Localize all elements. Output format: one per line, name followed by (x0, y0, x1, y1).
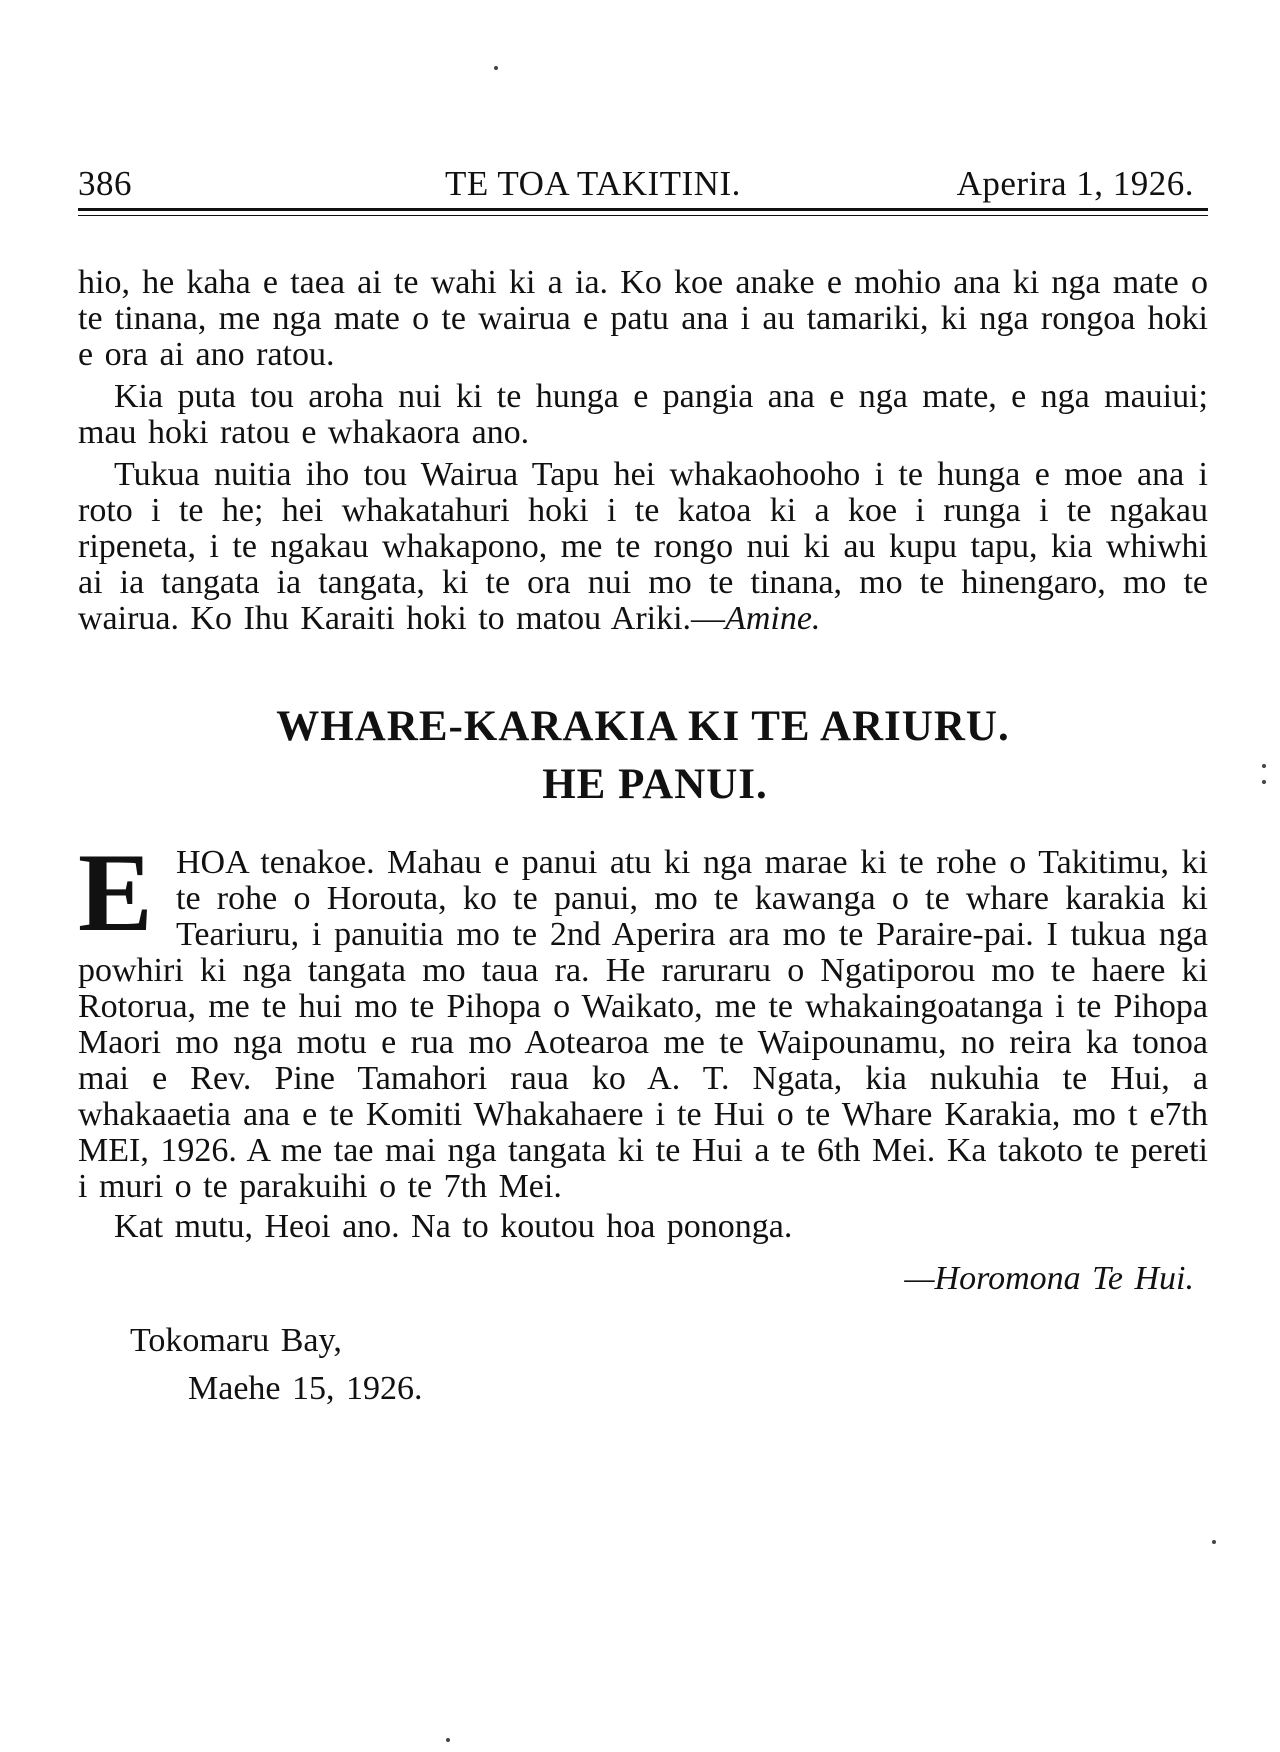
notice-section (78, 831, 1208, 1413)
prayer-paragraph-text: Tukua nuitia iho tou Wairua Tapu hei whakaohooho i te hunga e moe ana i roto i te he; hei whakatahuri hoki i te katoa ki a koe i runga i te ngakau ripeneta, i te ngakau whakapono, me te rongo nui ki au kupu tapu, kia whiwhi ai ia tangata ia tangata, ki te ora nui mo te tinana, mo te hinengaro, mo te wairua. Ko Ihu Karaiti hoki to matou Ariki.— (78, 456, 1208, 637)
drop-cap: E (78, 831, 153, 955)
header-rule (78, 208, 1208, 216)
notice-closing: Kat mutu, Heoi ano. Na to koutou hoa pononga. (114, 1208, 793, 1245)
page-number: 386 (78, 164, 132, 203)
prayer-paragraph: Kia puta tou aroha nui ki te hunga e pangia ana e nga mate, e nga mauiui; mau hoki ratou e whakaora ano. (78, 378, 1208, 451)
speck-mark (1262, 764, 1266, 768)
place-and-date (130, 1317, 1208, 1413)
notice-heading: WHARE-KARAKIA KI TE ARIURU. (276, 703, 1010, 750)
date-line: Maehe 15, 1926. (188, 1370, 423, 1407)
speck-mark (1212, 1540, 1216, 1544)
running-header (78, 150, 1208, 206)
notice-subheading: HE PANUI. (542, 761, 768, 808)
signature: —Horomona Te Hui. (904, 1260, 1194, 1297)
prayer-paragraph (78, 457, 1208, 637)
place-line: Tokomaru Bay, (130, 1322, 342, 1359)
notice-body: HOA tenakoe. Mahau e panui atu ki nga marae ki te rohe o Takitimu, ki te rohe o Horouta, ko te panui, mo te kawanga o te whare karakia ki Teariuru, i panuitia mo te 2nd Aperira ara mo te Paraire-pai. I tukua nga powhiri ki nga tangata mo taua ra. He raruraru o Ngatiporou mo te haere ki Rotorua, me te hui mo te Pihopa o Waikato, me te whakaingoatanga i te Pihopa Maori mo nga motu e rua mo Aotearoa me te Waipounamu, no reira ka tonoa mai e Rev. Pine Tamahori raua ko A. T. Ngata, kia nukuhia te Hui, a whakaaetia ana e te Komiti Whakahaere i te Hui o te Whare Karakia, mo t e7th MEI, 1926. A me tae mai nga tangata ki te Hui a te 6th Mei. Ka takoto te pereti i muri o te parakuihi o te 7th Mei. (78, 844, 1208, 1205)
prayer-paragraph: hio, he kaha e taea ai te wahi ki a ia. Ko koe anake e mohio ana ki nga mate o te tinana, me nga mate o te wairua e patu ana i au tamariki, ki nga rongoa hoki e ora ai ano ratou. (78, 264, 1208, 373)
speck-mark (1262, 780, 1266, 784)
document-page (78, 150, 1208, 1413)
prayer-section (78, 265, 1208, 637)
issue-date: Aperira 1, 1926. (956, 164, 1194, 203)
speck-mark (494, 66, 498, 70)
amen-text: Amine. (725, 600, 821, 637)
speck-mark (446, 1738, 450, 1742)
publication-title: TE TOA TAKITINI. (445, 164, 741, 203)
